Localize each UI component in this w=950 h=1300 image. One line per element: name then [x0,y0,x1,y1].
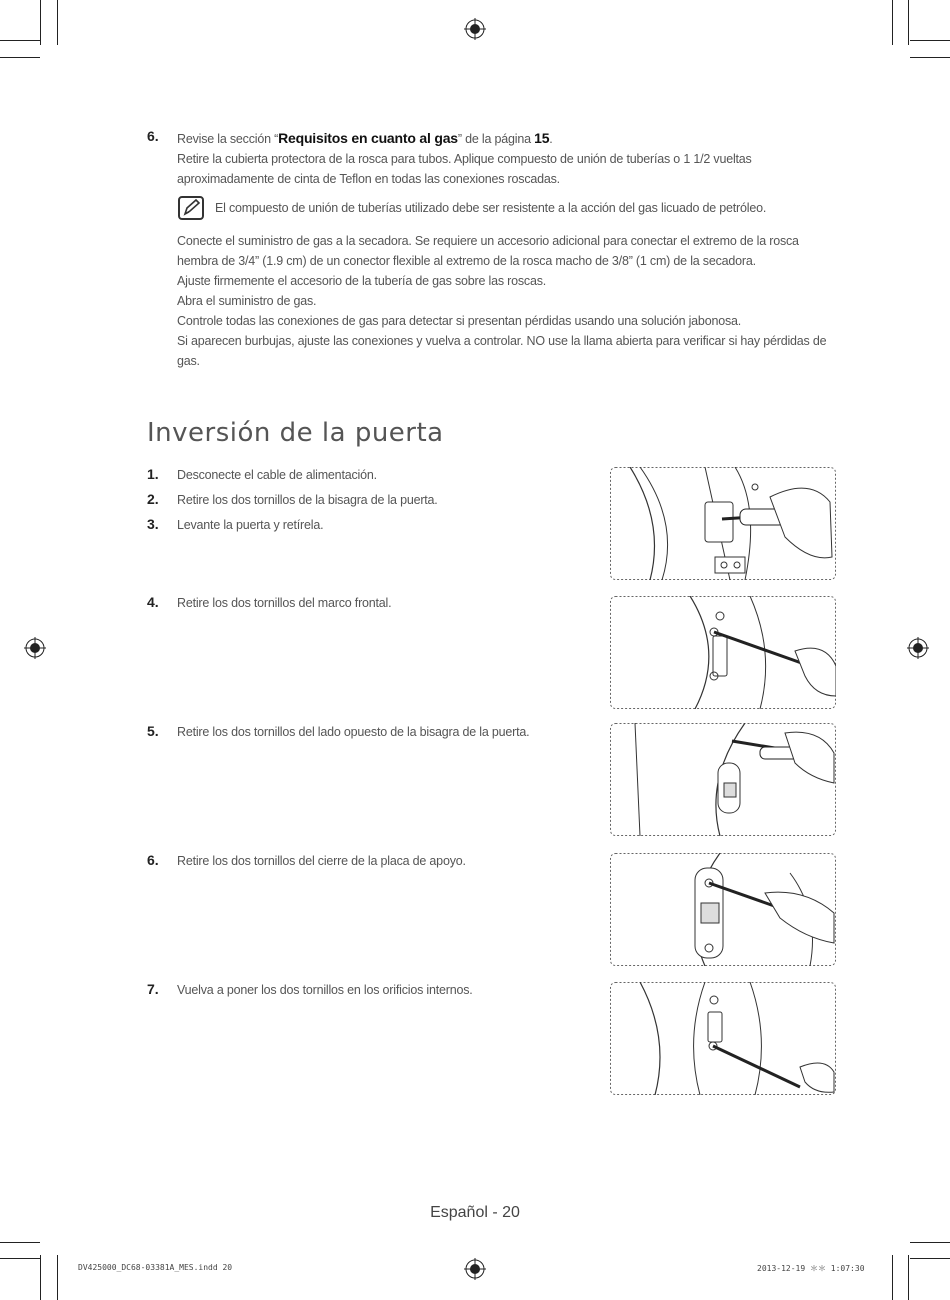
registration-mark-icon [464,18,486,40]
step-text: Desconecte el cable de alimentación. [177,468,377,482]
paragraph: Si aparecen burbujas, ajuste las conexiones y vuelva a controlar. NO use la llama abierta para verificar si hay pérdidas de gas. [177,334,827,368]
step-number: 7. [147,981,159,997]
crop-mark [0,1242,40,1243]
step-number: 2. [147,491,159,507]
note-pencil-icon [177,195,205,221]
paragraph: Retire la cubierta protectora de la rosca para tubos. Aplique compuesto de unión de tuberías o 1 1/2 vueltas aproximadamente de cinta de Teflon en todas las conexiones roscadas. [177,152,752,186]
section-title: Inversión de la puerta [147,418,444,448]
crop-mark [57,1255,58,1300]
crop-mark [892,1255,893,1300]
registration-mark-icon [907,637,929,659]
list-item [147,491,567,507]
paragraph: Ajuste firmemente el accesorio de la tubería de gas sobre las roscas. [177,274,547,288]
step-number: 6. [147,852,159,868]
reinstall-screws-illustration [610,982,836,1095]
crop-mark [0,1258,40,1259]
door-hinge-illustration [610,467,836,580]
gas-step-6 [147,128,837,371]
front-frame-illustration [610,596,836,709]
step-text: Retire los dos tornillos del marco frontal. [177,596,392,610]
step-number: 3. [147,516,159,532]
text-run: . [549,132,553,146]
list-item [147,466,567,482]
step-number: 1. [147,466,159,482]
text-run: ” de la página [457,132,535,146]
back-plate-latch-illustration [610,853,836,966]
list-item [147,594,567,610]
step-text: Levante la puerta y retírela. [177,518,324,532]
crop-mark [910,1242,950,1243]
paragraph: Controle todas las conexiones de gas para detectar si presentan pérdidas usando una solución jabonosa. [177,314,742,328]
note-text: El compuesto de unión de tuberías utilizado debe ser resistente a la acción del gas licuado de petróleo. [215,201,767,215]
crop-mark [0,57,40,58]
list-item [147,852,567,868]
crop-mark [40,0,41,45]
step-text: Retire los dos tornillos del lado opuesto de la bisagra de la puerta. [177,725,530,739]
list-item [147,723,567,739]
step-heading-line [177,128,837,149]
list-item [147,981,567,997]
step-text: Retire los dos tornillos del cierre de la placa de apoyo. [177,854,466,868]
crop-mark [0,40,40,41]
registration-mark-icon [24,637,46,659]
page-reference: 15 [534,130,550,146]
crop-mark [40,1255,41,1300]
paragraph: Abra el suministro de gas. [177,294,317,308]
step-number: 6. [147,128,159,144]
page-number-label: Español - 20 [430,1204,520,1221]
text-run: Revise la sección “ [177,132,279,146]
step-number: 5. [147,723,159,739]
crop-mark [910,57,950,58]
crop-mark [910,40,950,41]
crop-mark [57,0,58,45]
print-slug-file: DV425000_DC68-03381A_MES.indd 20 [78,1263,233,1272]
note-box [177,195,837,221]
crop-mark [892,0,893,45]
registration-mark-icon [464,1258,486,1280]
step-body [177,128,837,371]
list-item [147,516,567,532]
paragraph: Conecte el suministro de gas a la secadora. Se requiere un accesorio adicional para conectar el extremo de la rosca hembra de 3/4” (1.9 cm) de un conector flexible al extremo de la rosca macho de 3/8” (1 cm) de la secadora. [177,234,799,268]
section-reference: Requisitos en cuanto al gas [278,130,458,146]
print-slug-date: 2013-12-19 ＊＊ 1:07:30 [757,1264,865,1273]
step-number: 4. [147,594,159,610]
step-text: Vuelva a poner los dos tornillos en los orificios internos. [177,983,473,997]
hinge-opposite-side-illustration [610,723,836,836]
step-text: Retire los dos tornillos de la bisagra de la puerta. [177,493,438,507]
crop-mark [908,1255,909,1300]
crop-mark [910,1258,950,1259]
crop-mark [908,0,909,45]
